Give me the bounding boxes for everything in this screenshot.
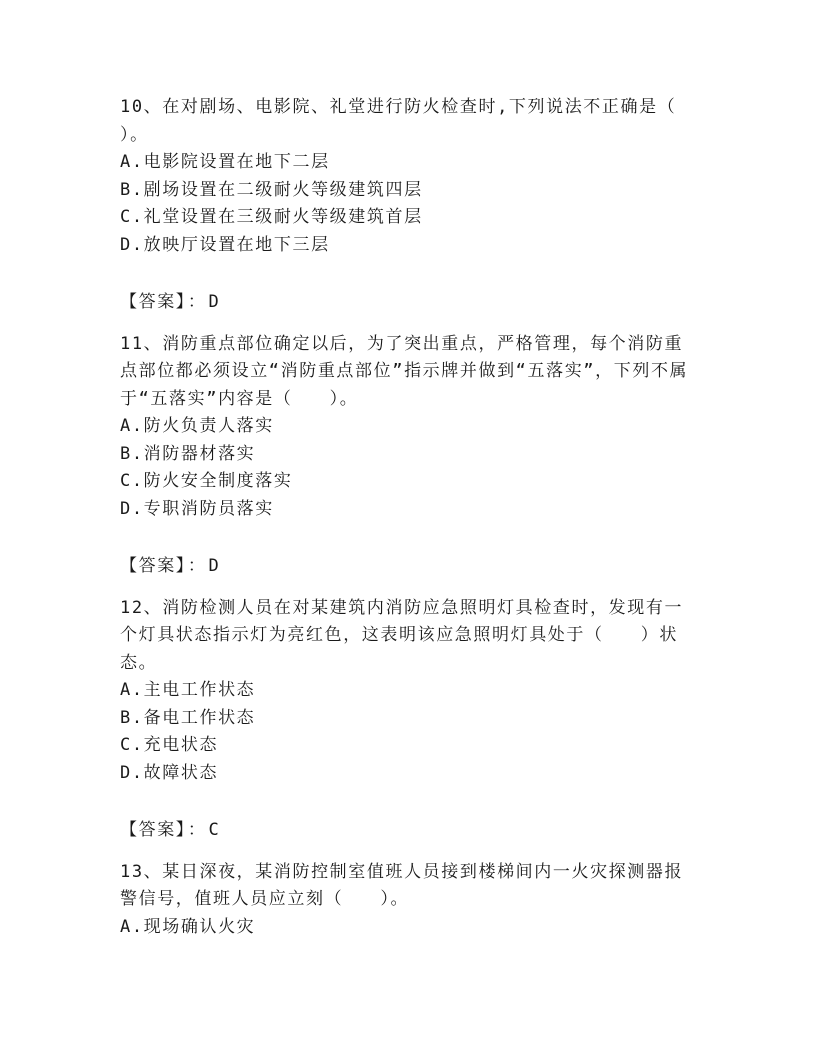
question-stem: 12、消防检测人员在对某建筑内消防应急照明灯具检查时，发现有一个灯具状态指示灯为亮红色，这表明该应急照明灯具处于（ ）状态。 (120, 597, 684, 673)
option-c: C.充电状态 (120, 735, 219, 755)
answer-separator: ： (187, 292, 207, 312)
answer-value: D (208, 292, 221, 312)
answer-separator: ： (187, 556, 207, 576)
question-11 (120, 331, 700, 581)
question-13 (120, 859, 700, 942)
option-d: D.放映厅设置在地下三层 (120, 234, 330, 255)
option-c: C.礼堂设置在三级耐火等级建筑首层 (120, 207, 423, 227)
option-c: C.防火安全制度落实 (120, 471, 293, 491)
answer-value: C (208, 820, 221, 840)
answer-line (120, 553, 700, 581)
option-d: D.故障状态 (120, 762, 219, 783)
option-d: D.专职消防员落实 (120, 498, 274, 519)
option-b: B.备电工作状态 (120, 707, 256, 728)
option-a: A.防火负责人落实 (120, 416, 274, 436)
answer-value: D (208, 556, 221, 576)
answer-label: 【答案】 (120, 820, 186, 840)
option-b: B.消防器材落实 (120, 443, 256, 464)
option-a: A.现场确认火灾 (120, 916, 256, 937)
answer-line (120, 289, 700, 317)
option-a: A.电影院设置在地下二层 (120, 152, 330, 172)
question-12 (120, 595, 700, 845)
option-b: B.剧场设置在二级耐火等级建筑四层 (120, 179, 423, 200)
question-stem: 10、在对剧场、电影院、礼堂进行防火检查时,下列说法不正确是（ ）。 (120, 97, 714, 145)
question-10 (120, 94, 714, 317)
answer-separator: ： (187, 820, 207, 840)
question-stem: 11、消防重点部位确定以后，为了突出重点，严格管理，每个消防重点部位都必须设立“消防重点部位”指示牌并做到“五落实”，下列不属于“五落实”内容是（ ）。 (120, 333, 689, 409)
answer-label: 【答案】 (120, 292, 186, 312)
option-a: A.主电工作状态 (120, 680, 256, 700)
answer-line (120, 817, 700, 845)
question-stem: 13、某日深夜，某消防控制室值班人员接到楼梯间内一火灾探测器报警信号，值班人员应立刻（ ）。 (120, 861, 684, 909)
answer-label: 【答案】 (120, 556, 186, 576)
document-page (120, 94, 714, 941)
